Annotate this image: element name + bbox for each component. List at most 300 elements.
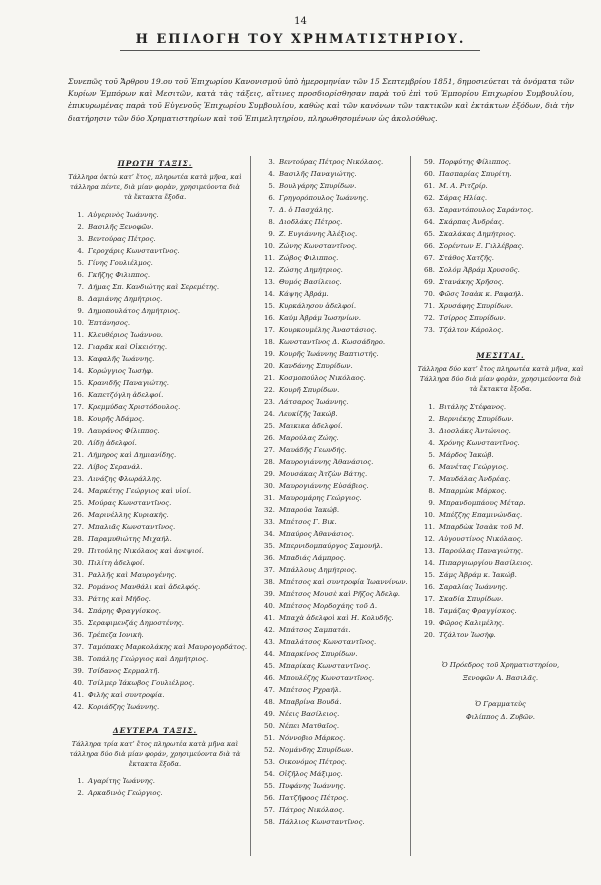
list-item-name: Μπαύρος Ἀθανάσιος. [279, 530, 354, 538]
list-item [253, 792, 413, 804]
list-item-number: 34. [264, 530, 275, 538]
list-item [62, 557, 248, 569]
list-item-number: 8. [268, 218, 275, 226]
list-item-name: Ζ. Ευγιάννης Ἀλέξιος. [279, 230, 358, 238]
list-item-name: Φῶσς Ἰσαὰκ κ. Ραφαήλ. [439, 290, 524, 298]
list-item-number: 4. [268, 170, 275, 178]
list-item-name: Μπρανδομπάους Μέταρ. [439, 498, 526, 507]
second-class-list [62, 775, 248, 799]
list-item-number: 39. [73, 666, 84, 675]
list-item-number: 12. [73, 342, 84, 351]
list-item-name: Κουρῆς Ἀδάμος. [88, 414, 145, 423]
list-item-number: 18. [424, 606, 435, 615]
list-item-number: 17. [264, 326, 275, 334]
list-item-name: Βερνιέκης Σπυρίδων. [439, 414, 514, 423]
list-item-name: Τρέπεζα Ιονικὴ. [88, 630, 144, 639]
list-item-name: Νομάνδης Σπυρίδων. [279, 746, 354, 754]
list-item [253, 204, 413, 216]
list-item [62, 533, 248, 545]
list-item [413, 401, 588, 413]
list-item-number: 40. [264, 602, 275, 610]
list-item-name: Λαυράνος Φίλιππος. [88, 426, 160, 435]
list-item-number: 13. [264, 278, 275, 286]
list-item-number: 8. [77, 294, 84, 303]
list-item [253, 348, 413, 360]
list-item-name: Μπέζζης Επαμινώνδας. [439, 510, 523, 519]
list-item [253, 432, 413, 444]
list-item-number: 62. [424, 194, 435, 202]
list-item [253, 744, 413, 756]
list-item-number: 3. [428, 426, 435, 435]
list-item-number: 6. [77, 270, 84, 279]
list-item-name: Λίβος Σερανάλ. [88, 462, 143, 471]
list-item-name: Μπαχὰ ἀδελφοὶ καὶ Η. Κολυδῆς. [279, 614, 394, 622]
list-item-number: 60. [424, 170, 435, 178]
list-item [253, 600, 413, 612]
list-item [413, 168, 588, 180]
list-item-name: Ραλλῆς καὶ Μαυρογένης. [88, 570, 177, 579]
list-item-number: 22. [73, 462, 84, 471]
list-item [253, 528, 413, 540]
list-item-number: 11. [73, 330, 84, 339]
list-item-number: 26. [73, 510, 84, 519]
list-item-name: Κρεμμύδας Χριστόδουλος. [88, 402, 181, 411]
list-item-number: 9. [77, 306, 84, 315]
list-item-name: Πασπαρίας Σπυρίτη. [439, 170, 512, 178]
list-item [62, 413, 248, 425]
list-item [253, 660, 413, 672]
list-item [413, 228, 588, 240]
list-item-number: 36. [73, 630, 84, 639]
section-heading-second-class: ΔΕΥΤΕΡΑ ΤΑΞΙΣ. [112, 725, 198, 735]
list-item [253, 360, 413, 372]
list-item-number: 65. [424, 230, 435, 238]
list-item [62, 689, 248, 701]
list-item [253, 384, 413, 396]
list-item-number: 41. [264, 614, 275, 622]
list-item-number: 12. [424, 534, 435, 543]
list-item-number: 48. [264, 698, 275, 706]
list-item-name: Στανάκης Χρῆσος. [439, 278, 504, 286]
list-item [253, 636, 413, 648]
list-item-name: Μαυρογιάννης Εὐσάβιος. [279, 482, 369, 490]
list-item-name: Στάθος Χατζῆς. [439, 254, 494, 262]
list-item-number: 30. [73, 558, 84, 567]
list-item-name: Ταμόπακς Μαρκολάκης καὶ Μαυρογορδάτος. [88, 642, 248, 651]
list-item-number: 22. [264, 386, 275, 394]
list-item-number: 32. [264, 506, 275, 514]
list-item-number: 10. [264, 242, 275, 250]
list-item [253, 240, 413, 252]
list-item [62, 461, 248, 473]
section-description-first-class: Τάλληρα ὀκτὼ κατ’ ἔτος, πληρωτέα κατὰ μῆνα, καὶ τάλληρα πέντε, διὰ μίαν φορὰν, χρησιμεύοντα διὰ τὰ ἔκτακτα ἔξοδα. [68, 173, 242, 202]
list-item [253, 444, 413, 456]
list-item-number: 31. [264, 494, 275, 502]
list-item-number: 56. [264, 794, 275, 802]
list-item [62, 641, 248, 653]
list-item-number: 72. [424, 314, 435, 322]
list-item [253, 216, 413, 228]
list-item-number: 58. [264, 818, 275, 826]
list-item-name: Σολόμ Ἀβράμ Χρυσοῦς. [439, 266, 520, 274]
list-item [413, 204, 588, 216]
list-item-name: Μπέτσος Ρχραήλ. [279, 686, 342, 694]
list-item [253, 588, 413, 600]
list-item [253, 756, 413, 768]
list-item [62, 401, 248, 413]
list-item-name: Καφαλῆς Ἰωάννης. [88, 354, 155, 363]
list-item-number: 20. [264, 362, 275, 370]
list-item-name: Μαυάδῆς Γεωνδής. [279, 446, 347, 454]
list-item-number: 38. [73, 654, 84, 663]
list-item-number: 63. [424, 206, 435, 214]
list-item [413, 581, 588, 593]
list-item-number: 27. [73, 522, 84, 531]
list-item [413, 545, 588, 557]
list-item [413, 449, 588, 461]
list-item-name: Γκῆζης Φιλιππος. [88, 270, 151, 279]
list-item [62, 509, 248, 521]
list-item-name: Μπάτσος Σαμπατάι. [279, 626, 351, 634]
list-item [62, 617, 248, 629]
list-item [413, 569, 588, 581]
list-item [253, 672, 413, 684]
list-item-number: 16. [73, 390, 84, 399]
section-heading-brokers: ΜΕΣΙΤΑΙ. [476, 351, 525, 360]
list-item-name: Κορώγγιος Ἰωσὴφ. [88, 366, 154, 375]
list-item-number: 29. [264, 470, 275, 478]
list-item-name: Αὐγουστίνος Νικόλαος. [439, 534, 523, 543]
list-item [253, 540, 413, 552]
list-item-name: Χρυσάφης Σπυρίδων. [439, 302, 513, 310]
list-item-name: Κυρκάλησου ἀδελφοί. [279, 302, 357, 310]
list-item [413, 312, 588, 324]
list-item-name: Κάψης Ἀβράμ. [279, 290, 329, 298]
list-item [253, 552, 413, 564]
list-item [253, 168, 413, 180]
list-item-name: Γεροχάρις Κωνσταντῖνος. [88, 246, 180, 255]
list-item-name: Φῶρος Καλιμέλης. [439, 618, 505, 627]
list-item-name: Μπαλιᾶς Κωνσταντῖνος. [88, 522, 176, 531]
list-item-number: 51. [264, 734, 275, 742]
list-item-number: 47. [264, 686, 275, 694]
list-item [413, 629, 588, 641]
list-item [253, 816, 413, 828]
list-item-name: Κουρῆς Ἰωάννης Βαπτιστής. [279, 350, 379, 358]
list-item-name: Καπετζόγλη ἀδελφοί. [88, 390, 164, 399]
list-item-name: Μαρούλας Ζώης. [279, 434, 339, 442]
list-item-number: 43. [264, 638, 275, 646]
list-item-name: Ζώσης Δημήτριος. [279, 266, 343, 274]
list-item-name: Βεντούρας Πέτρος Νικόλαος. [279, 158, 384, 166]
list-item-number: 16. [424, 582, 435, 591]
list-item-number: 13. [424, 546, 435, 555]
list-item-name: Τσίρρος Σπυρίδων. [439, 314, 506, 322]
list-item [253, 564, 413, 576]
list-item-name: Μπαβρίνα Βουδά. [279, 698, 342, 706]
list-item-number: 28. [73, 534, 84, 543]
list-item-name: Βιτάλης Στέφανος. [439, 402, 507, 411]
list-item [62, 233, 248, 245]
list-item-number: 10. [73, 318, 84, 327]
list-item-number: 35. [73, 618, 84, 627]
list-item-number: 50. [264, 722, 275, 730]
list-item-number: 45. [264, 662, 275, 670]
list-item-number: 2. [77, 222, 84, 231]
list-item-number: 52. [264, 746, 275, 754]
list-item-number: 1. [428, 402, 435, 411]
list-item-name: Βασιλῆς Ξενοφῶν. [88, 222, 154, 231]
list-item [253, 252, 413, 264]
list-item [413, 288, 588, 300]
list-item-name: Νέπει Ματθαῖος. [279, 722, 340, 730]
list-item-number: 20. [424, 630, 435, 639]
list-item [253, 480, 413, 492]
list-item-number: 37. [264, 566, 275, 574]
list-item-name: Χρόνης Κωνσταντῖνος. [439, 438, 520, 447]
list-item-name: Μπερνιδομπαύργος Σαμουήλ. [279, 542, 383, 550]
list-item-name: Σκαδία Σπυρίδων. [439, 594, 504, 603]
list-item [253, 288, 413, 300]
list-item [253, 624, 413, 636]
list-item-number: 42. [73, 702, 84, 711]
list-item [62, 221, 248, 233]
list-item [413, 497, 588, 509]
list-item-name: Μπέτσος Μουσὲ καὶ Ρῆζος Ἀδελφ. [279, 590, 400, 598]
list-item-name: Κλευθέριος Ἰωάννου. [88, 330, 163, 339]
list-item [413, 485, 588, 497]
list-item-number: 18. [73, 414, 84, 423]
list-item [413, 216, 588, 228]
list-item-name: Νόννοβιο Μάρκος. [279, 734, 346, 742]
list-item [62, 293, 248, 305]
list-item [413, 324, 588, 336]
list-item-number: 21. [264, 374, 275, 382]
list-item [253, 408, 413, 420]
list-item-number: 14. [264, 290, 275, 298]
column-3 [413, 156, 588, 737]
list-item [413, 593, 588, 605]
list-item-name: Πιλίτη ἀδελφοί. [88, 558, 145, 567]
list-item-number: 26. [264, 434, 275, 442]
list-item [413, 509, 588, 521]
list-item [253, 372, 413, 384]
list-item-number: 3. [77, 234, 84, 243]
list-item-name: Διοσλάκς Ἀντώνιος. [439, 426, 511, 435]
list-item-name: Βασιλῆς Παναγιώτης. [279, 170, 357, 178]
list-item [413, 240, 588, 252]
page-title: Η ΕΠΙΛΟΓΗ ΤΟΥ ΧΡΗΜΑΤΙΣΤΗΡΙΟΥ. [135, 32, 466, 47]
list-item [62, 269, 248, 281]
list-item-name: Μπέτσος καὶ συντροφία Ἰωαννίνων. [279, 578, 408, 586]
list-item [62, 787, 248, 799]
list-item [62, 209, 248, 221]
list-item-number: 46. [264, 674, 275, 682]
list-item-number: 23. [264, 398, 275, 406]
list-item [413, 473, 588, 485]
list-item [62, 473, 248, 485]
list-item-number: 13. [73, 354, 84, 363]
list-item [413, 156, 588, 168]
list-item-name: Καύμ Ἀβράμ Ἰωσηνίων. [279, 314, 361, 322]
list-item-number: 55. [264, 782, 275, 790]
brokers-list [413, 401, 588, 641]
page-number: 14 [294, 16, 307, 27]
list-item-number: 37. [73, 642, 84, 651]
list-item-name: Αγαρίτης Ἰωάννης. [88, 777, 155, 786]
list-item-number: 73. [424, 326, 435, 334]
list-item-number: 7. [428, 474, 435, 483]
list-item-number: 15. [73, 378, 84, 387]
list-item-name: Λίδῃ ἀδελφοί. [88, 438, 137, 447]
list-item [253, 264, 413, 276]
list-item-number: 34. [73, 606, 84, 615]
list-item [253, 696, 413, 708]
list-item [413, 300, 588, 312]
list-item [413, 437, 588, 449]
list-item [413, 605, 588, 617]
list-item-name: Βουλγάρης Σπυρίδων. [279, 182, 357, 190]
list-item-name: Τζάλτον Ἰωσὴφ. [439, 630, 496, 639]
list-item-number: 14. [73, 366, 84, 375]
list-item-name: Τοπάλης Γεώργιος καὶ Δημήτριος. [88, 654, 209, 663]
list-item [413, 557, 588, 569]
column-divider [250, 156, 251, 856]
list-item [413, 617, 588, 629]
list-item-number: 2. [77, 789, 84, 798]
president-name: Ξενοφῶν Α. Βασιλᾶς. [462, 673, 539, 682]
list-item-name: Μ. Α. Ριτζρίρ. [439, 182, 488, 190]
list-item [253, 228, 413, 240]
list-item [62, 365, 248, 377]
list-item-name: Θυμός Βασίλειος. [279, 278, 342, 286]
list-item [253, 516, 413, 528]
list-item-name: Μάρδος Ἰακώβ. [439, 450, 494, 459]
list-item-number: 33. [264, 518, 275, 526]
list-item [62, 341, 248, 353]
list-item [253, 720, 413, 732]
list-item-number: 31. [73, 570, 84, 579]
list-item-name: Μούρας Κωνσταντῖνος. [88, 498, 172, 507]
list-item-name: Διοδλάκς Πέτρος. [279, 218, 343, 226]
list-item-number: 71. [424, 302, 435, 310]
list-item-number: 5. [77, 258, 84, 267]
list-item-name: Γιαρᾶκ καὶ Οἰκειότης. [88, 342, 168, 351]
secretary-title: Ὁ Γραμματεὺς [475, 699, 526, 708]
list-item [62, 605, 248, 617]
list-item [62, 425, 248, 437]
list-item-name: Κοριάδζης Ἰωάννης. [88, 702, 160, 711]
list-item-number: 18. [264, 338, 275, 346]
list-item-number: 36. [264, 554, 275, 562]
list-item-name: Κρανιδῆς Παναγιώτης. [88, 378, 170, 387]
list-item [253, 180, 413, 192]
list-item-name: Μπαδιάς Λάμπρος. [279, 554, 346, 562]
list-item [413, 521, 588, 533]
list-item-number: 28. [264, 458, 275, 466]
list-item-name: Δαμιάνης Δημήτριος. [88, 294, 163, 303]
list-item [62, 329, 248, 341]
list-item [253, 276, 413, 288]
list-item-name: Ταμάζας Φραγγίσκος. [439, 606, 517, 615]
list-item-number: 2. [428, 414, 435, 423]
list-item-name: Κοσμοπούλος Νικόλαος. [279, 374, 366, 382]
list-item-name: Λινάζης Φλωράλλης. [88, 474, 162, 483]
list-item-number: 19. [264, 350, 275, 358]
list-item-number: 3. [268, 158, 275, 166]
list-item-number: 24. [264, 410, 275, 418]
list-item-number: 5. [268, 182, 275, 190]
list-item [62, 485, 248, 497]
list-item-number: 11. [424, 522, 435, 531]
list-item-number: 21. [73, 450, 84, 459]
list-item-number: 19. [73, 426, 84, 435]
list-item-number: 17. [73, 402, 84, 411]
column-2 [253, 156, 413, 828]
list-item-number: 12. [264, 266, 275, 274]
section-description-second-class: Τάλληρα τρία κατ’ ἔτος πληρωτέα κατὰ μῆνα καὶ τάλληρα δύο διὰ μίαν φοράν, χρησιμεύοντα διὰ τὰ ἔκτακτα ἔξοδα. [69, 739, 241, 769]
list-item [62, 569, 248, 581]
list-item-name: Σαραλίας Ἰωάννης. [439, 582, 508, 591]
list-item-name: Πορφύτης Φίλιππος. [439, 158, 511, 166]
list-item-number: 24. [73, 486, 84, 495]
list-item-name: Οἰζῆλος Μάξιμος. [279, 770, 343, 778]
second-class-list-continued [253, 156, 413, 828]
list-item [253, 336, 413, 348]
list-item-name: Σεραφιμενζάς Δημοστένης. [88, 618, 184, 627]
list-item [413, 180, 588, 192]
list-item-name: Μανέτας Γεώργιος. [439, 462, 509, 471]
list-item-number: 35. [264, 542, 275, 550]
list-item-number: 1. [77, 777, 84, 786]
list-item-number: 9. [428, 498, 435, 507]
list-item [253, 732, 413, 744]
list-item [413, 192, 588, 204]
list-item-name: Μπαρούα Ἰακώβ. [279, 506, 340, 514]
list-item-number: 17. [424, 594, 435, 603]
list-item-number: 23. [73, 474, 84, 483]
list-item [253, 768, 413, 780]
list-item-number: 42. [264, 626, 275, 634]
list-item-number: 61. [424, 182, 435, 190]
list-item [413, 264, 588, 276]
list-item-number: 66. [424, 242, 435, 250]
list-item [253, 504, 413, 516]
list-item-name: Μπαλάτσος Κωνσταντῖνος. [279, 638, 377, 646]
list-item-name: Σκαλάκας Δημήτριος. [439, 230, 516, 238]
list-item [62, 497, 248, 509]
list-item-name: Ράτης καὶ Μήδος. [88, 594, 151, 603]
list-item-name: Κανδάνης Σπυρίδων. [279, 362, 353, 370]
list-item [62, 521, 248, 533]
list-item-number: 11. [264, 254, 275, 262]
list-item [413, 461, 588, 473]
list-item-number: 1. [77, 210, 84, 219]
list-item-name: Πιπαργιωργίου Βασίλειος. [439, 558, 533, 567]
list-item-number: 33. [73, 594, 84, 603]
list-item-name: Σαραντόπουλος Σαράντος. [439, 206, 534, 214]
list-item [253, 456, 413, 468]
list-item-name: Λήμηρος καὶ Δημιανίδης. [88, 450, 177, 459]
list-item [253, 780, 413, 792]
list-item-name: Μπέτσος Γ. Βικ. [279, 518, 337, 526]
list-item [62, 701, 248, 713]
list-item-number: 54. [264, 770, 275, 778]
list-item-number: 20. [73, 438, 84, 447]
list-item-name: Κουρκουμέλης Ἀναστάσιος. [279, 326, 377, 334]
list-item-name: Πάλλιος Κωνσταντῖνος. [279, 818, 365, 826]
list-item-name: Τζάλτον Κάρολος. [439, 326, 504, 334]
